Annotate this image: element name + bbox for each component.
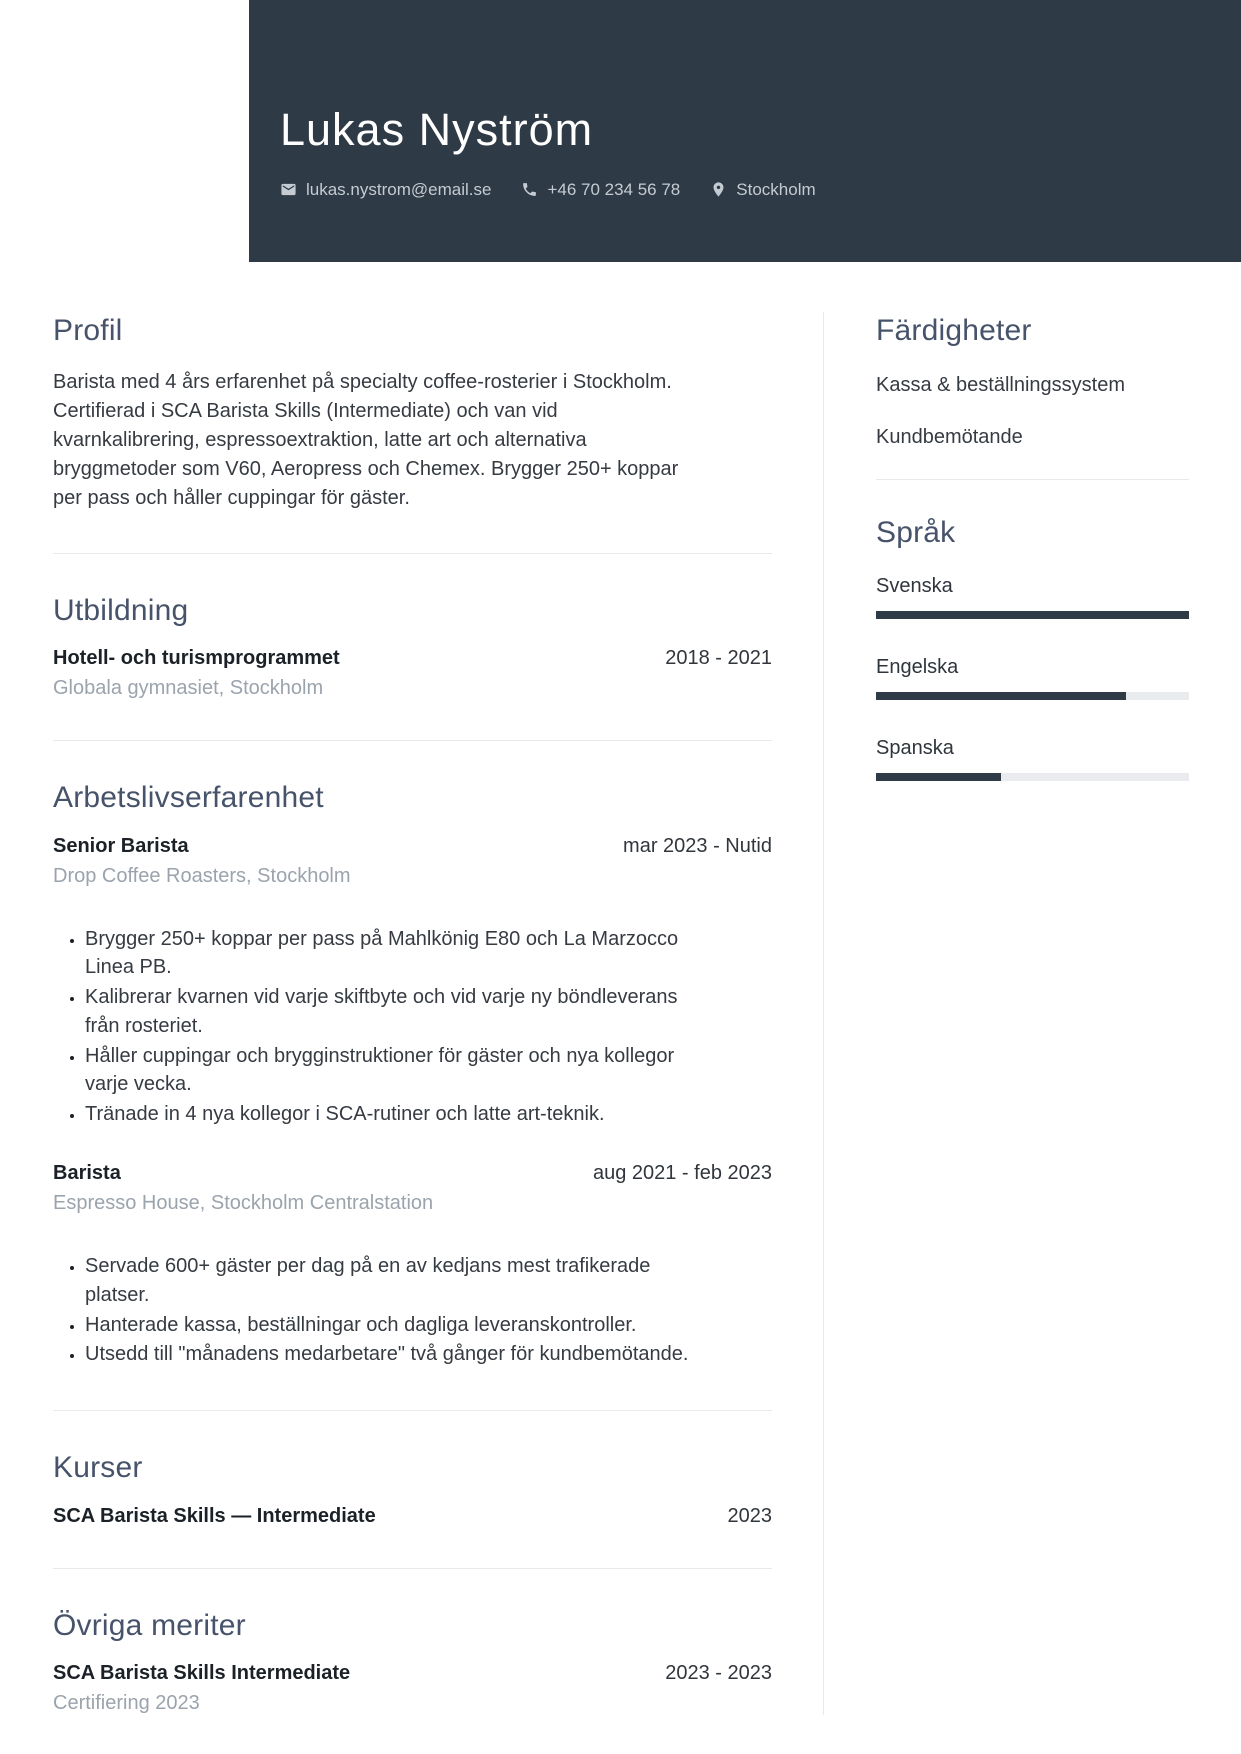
contact-phone-text: +46 70 234 56 78 bbox=[547, 179, 681, 199]
header bbox=[249, 0, 1241, 262]
job-bullet-list bbox=[53, 1252, 772, 1369]
merit-entry bbox=[53, 1662, 772, 1715]
merit-title: SCA Barista Skills Intermediate bbox=[53, 1662, 351, 1685]
job-title: Senior Barista bbox=[53, 834, 189, 857]
envelope-icon bbox=[280, 181, 297, 198]
skills-list bbox=[876, 374, 1189, 449]
job-dates: mar 2023 - Nutid bbox=[623, 834, 772, 857]
job-entry-row bbox=[53, 835, 772, 858]
languages-heading: Språk bbox=[876, 515, 956, 549]
courses-heading: Kurser bbox=[53, 1451, 143, 1485]
job-entry bbox=[53, 1162, 772, 1369]
education-heading: Utbildning bbox=[53, 593, 189, 627]
job-entry bbox=[53, 835, 772, 1130]
contact-location-text: Stockholm bbox=[736, 179, 816, 199]
profile-text: Barista med 4 års erfarenhet på specialty coffee-rosterier i Stockholm. Certifierad i SCA Barista Skills (Intermediate) och van vid kvarnkalibrering, espressoextraktion, latte art och alternativa bryggmetoder som V60, Aeropress och Chemex. Brygger 250+ koppar per pass och håller cuppingar för gäster. bbox=[53, 370, 679, 509]
language-name: Svenska bbox=[876, 575, 953, 597]
language-name: Engelska bbox=[876, 656, 959, 678]
education-dates: 2018 - 2021 bbox=[665, 647, 772, 669]
experience-heading: Arbetslivserfarenhet bbox=[53, 781, 324, 814]
profile-heading: Profil bbox=[53, 314, 123, 347]
contact-email bbox=[280, 180, 491, 200]
language-level-fill bbox=[876, 692, 1126, 700]
education-entry bbox=[53, 647, 772, 700]
contact-email-text: lukas.nystrom@email.se bbox=[306, 179, 492, 199]
section-other-merits bbox=[53, 1607, 772, 1716]
job-bullet: • Tränade in 4 nya kollegor i SCA-rutiner och latte art-teknik. bbox=[85, 1100, 697, 1129]
job-bullet: • Servade 600+ gäster per dag på en av kedjans mest trafikerade platser. bbox=[85, 1252, 697, 1310]
language-level-bar bbox=[876, 692, 1189, 700]
school-name: Globala gymnasiet, Stockholm bbox=[53, 677, 324, 699]
skill-item: Kassa & beställningssystem bbox=[876, 373, 1126, 396]
course-entry-row bbox=[53, 1505, 772, 1528]
language-item bbox=[876, 656, 1189, 700]
contact-location bbox=[710, 180, 815, 200]
main-column bbox=[53, 312, 772, 1715]
job-bullet-list bbox=[53, 925, 772, 1130]
language-level-bar bbox=[876, 611, 1189, 619]
sidebar-column bbox=[823, 312, 1189, 1715]
company-name: Espresso House, Stockholm Centralstation bbox=[53, 1192, 434, 1215]
contact-phone bbox=[521, 180, 680, 200]
language-name: Spanska bbox=[876, 737, 954, 759]
other-merits-heading: Övriga meriter bbox=[53, 1608, 246, 1642]
merit-entry-row bbox=[53, 1662, 772, 1685]
job-bullet: • Hanterade kassa, beställningar och dagliga leveranskontroller. bbox=[85, 1311, 697, 1340]
section-languages bbox=[876, 514, 1189, 782]
job-bullet: • Kalibrerar kvarnen vid varje skiftbyte och vid varje ny böndleverans från rosteriet. bbox=[85, 983, 697, 1041]
job-bullet: • Brygger 250+ koppar per pass på Mahlkönig E80 och La Marzocco Linea PB. bbox=[85, 925, 697, 983]
merit-subtitle: Certifiering 2023 bbox=[53, 1692, 200, 1715]
resume-body bbox=[0, 262, 1241, 1715]
education-entry-row bbox=[53, 647, 772, 670]
skill-item: Kundbemötande bbox=[876, 425, 1023, 448]
section-education bbox=[53, 592, 772, 742]
course-dates: 2023 bbox=[727, 1504, 772, 1527]
phone-icon bbox=[521, 181, 538, 198]
language-level-fill bbox=[876, 611, 1189, 619]
person-name: Lukas Nyström bbox=[280, 104, 594, 155]
section-experience bbox=[53, 779, 772, 1411]
language-level-bar bbox=[876, 773, 1189, 781]
section-skills bbox=[876, 312, 1189, 480]
section-profile bbox=[53, 312, 772, 554]
degree-title: Hotell- och turismprogrammet bbox=[53, 647, 340, 669]
section-courses bbox=[53, 1449, 772, 1569]
job-bullet: • Håller cuppingar och brygginstruktioner för gäster och nya kollegor varje vecka. bbox=[85, 1042, 697, 1100]
language-level-fill bbox=[876, 773, 1001, 781]
course-title: SCA Barista Skills — Intermediate bbox=[53, 1504, 376, 1527]
job-dates: aug 2021 - feb 2023 bbox=[592, 1162, 772, 1185]
language-item bbox=[876, 737, 1189, 781]
course-entry bbox=[53, 1505, 772, 1528]
merit-dates: 2023 - 2023 bbox=[665, 1662, 772, 1685]
contact-row bbox=[280, 180, 1201, 200]
job-bullet: • Utsedd till "månadens medarbetare" två gånger för kundbemötande. bbox=[85, 1340, 697, 1369]
job-title: Barista bbox=[53, 1162, 121, 1185]
location-pin-icon bbox=[710, 181, 727, 198]
language-item bbox=[876, 575, 1189, 619]
company-name: Drop Coffee Roasters, Stockholm bbox=[53, 864, 351, 887]
job-entry-row bbox=[53, 1162, 772, 1185]
skills-heading: Färdigheter bbox=[876, 314, 1032, 347]
